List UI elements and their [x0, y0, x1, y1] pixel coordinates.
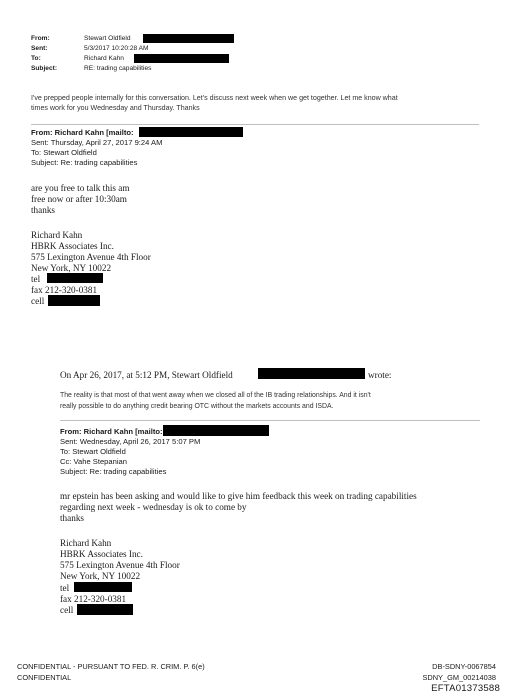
signature-address: New York, NY 10022 [31, 263, 112, 273]
signature-tel: tel [60, 583, 70, 593]
msg2-from-text: From: Richard Kahn [mailto: [31, 128, 134, 137]
msg3-sent: Sent: Wednesday, April 26, 2017 5:07 PM [60, 437, 201, 446]
signature-name: Richard Kahn [60, 538, 112, 548]
reply-body-line: times work for you Wednesday and Thursday. Thanks [31, 104, 200, 112]
efta-number: EFTA01373588 [431, 683, 500, 694]
redaction-block [47, 273, 103, 283]
quote-body-line: The reality is that most of that went away when we closed all of the IB trading relationships. And it isn't [60, 392, 371, 399]
confidential-notice: CONFIDENTIAL - PURSUANT TO FED. R. CRIM. P. 6(e) [17, 662, 205, 671]
msg3-from-text: From: Richard Kahn [mailto: [60, 427, 163, 436]
quote-wrote: wrote: [368, 370, 392, 380]
redaction-block [74, 582, 132, 592]
subject-value: RE: trading capabilities [84, 65, 152, 72]
signature-fax: fax 212-320-0381 [60, 594, 127, 604]
msg2-sent: Sent: Thursday, April 27, 2017 9:24 AM [31, 138, 163, 147]
msg3-subject: Subject: Re: trading capabilities [60, 467, 167, 476]
signature-address: New York, NY 10022 [60, 571, 141, 581]
msg3-cc: Cc: Vahe Stepanian [60, 457, 127, 466]
quote-body-line: really possible to do anything credit bearing OTC without the markets accounts and ISDA. [60, 403, 334, 410]
subject-label: Subject: [31, 65, 58, 72]
msg2-to: To: Stewart Oldfield [31, 148, 97, 157]
signature-name: Richard Kahn [31, 230, 83, 240]
signature-cell: cell [31, 296, 45, 306]
msg2-body-line: free now or after 10:30am [31, 194, 127, 204]
sent-value: 5/3/2017 10:20:28 AM [84, 45, 149, 52]
msg3-to: To: Stewart Oldfield [60, 447, 126, 456]
to-value: Richard Kahn [84, 55, 124, 62]
divider [60, 420, 480, 421]
signature-cell: cell [60, 605, 74, 615]
msg2-subject: Subject: Re: trading capabilities [31, 158, 138, 167]
msg2-from [31, 128, 134, 137]
bates-number: SDNY_GM_00214038 [422, 673, 496, 682]
bates-number: DB-SDNY-0067854 [432, 662, 496, 671]
to-label: To: [31, 55, 41, 62]
confidential-label: CONFIDENTIAL [17, 673, 72, 682]
from-label: From: [31, 35, 50, 42]
redaction-block [163, 425, 269, 436]
redaction-block [258, 368, 365, 379]
from-value: Stewart Oldfield [84, 35, 131, 42]
msg3-body-line: thanks [60, 513, 84, 523]
signature-company: HBRK Associates Inc. [60, 549, 143, 559]
redaction-block [143, 34, 234, 43]
msg3-from [60, 427, 163, 436]
redaction-block [134, 54, 229, 63]
redaction-block [48, 295, 100, 306]
msg2-body-line: thanks [31, 205, 55, 215]
signature-company: HBRK Associates Inc. [31, 241, 114, 251]
msg3-body-line: regarding next week - wednesday is ok to come by [60, 502, 247, 512]
msg2-body-line: are you free to talk this am [31, 183, 130, 193]
msg3-body-line: mr epstein has been asking and would like to give him feedback this week on trading capabilities [60, 491, 417, 501]
sent-label: Sent: [31, 45, 48, 52]
signature-address: 575 Lexington Avenue 4th Floor [31, 252, 151, 262]
redaction-block [77, 604, 133, 615]
reply-body-line: I've prepped people internally for this conversation. Let's discuss next week when we get together. Let me know what [31, 94, 398, 102]
signature-fax: fax 212-320-0381 [31, 285, 98, 295]
divider [31, 124, 479, 125]
signature-address: 575 Lexington Avenue 4th Floor [60, 560, 180, 570]
quote-intro: On Apr 26, 2017, at 5:12 PM, Stewart Oldfield [60, 370, 233, 380]
redaction-block [139, 127, 243, 137]
signature-tel: tel [31, 274, 41, 284]
